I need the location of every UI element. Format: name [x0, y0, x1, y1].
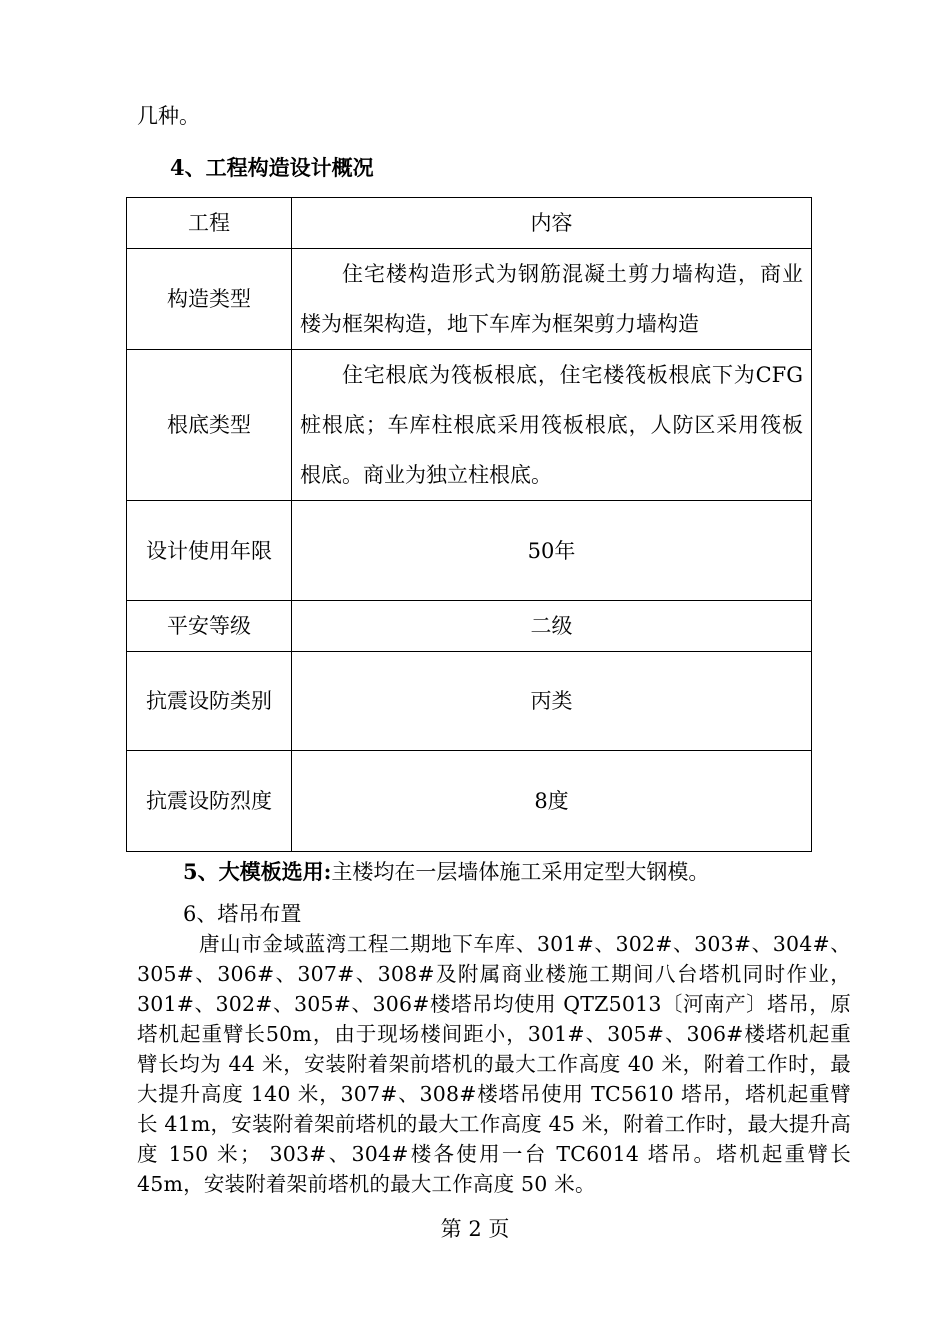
- header-content: 内容: [292, 198, 812, 249]
- header-project: 工程: [127, 198, 292, 249]
- row-value: 二级: [292, 601, 812, 652]
- table-row: [127, 501, 812, 601]
- row-key: 抗震设防类别: [127, 652, 292, 751]
- table-row: [127, 249, 812, 350]
- row-value: 丙类: [292, 652, 812, 751]
- row-value: 8度: [292, 751, 812, 852]
- table-row: [127, 751, 812, 852]
- intro-tail-text: 几种。: [137, 104, 200, 128]
- section-5-label: 5、大模板选用:: [183, 859, 332, 884]
- table-row: [127, 652, 812, 751]
- row-key: 平安等级: [127, 601, 292, 652]
- section-6-paragraph: 唐山市金域蓝湾工程二期地下车库、301#、302#、303#、304#、305#、306#、307#、308#及附属商业楼施工期间八台塔机同时作业，301#、302#、305#、306#楼塔吊均使用 QTZ5013〔河南产〕塔吊，原塔机起重臂长50m，由于现场楼间距小，301#、305#、306#楼塔机起重臂长均为 44 米，安装附着架前塔机的最大工作高度 40 米，附着工作时，最大提升高度 140 米，307#、308#楼塔吊使用 TC5610 塔吊，塔机起重臂长 41m，安装附着架前塔机的最大工作高度 45 米，附着工作时，最大提升高度 150 米； 303#、304#楼各使用一台 TC6014 塔吊。塔机起重臂长 45m，安装附着架前塔机的最大工作高度 50 米。: [137, 932, 851, 1196]
- section-4-heading: 4、工程构造设计概况: [170, 155, 374, 180]
- row-key: 构造类型: [127, 249, 292, 350]
- section-5-text: 主楼均在一层墙体施工采用定型大钢模。: [331, 860, 710, 884]
- row-key: 根底类型: [127, 350, 292, 501]
- row-value: 50年: [292, 501, 812, 601]
- structure-design-table: [126, 197, 812, 852]
- section-6-heading: 6、塔吊布置: [183, 902, 302, 926]
- table-row: [127, 601, 812, 652]
- row-value: 住宅楼构造形式为钢筋混凝土剪力墙构造，商业楼为框架构造，地下车库为框架剪力墙构造: [292, 249, 812, 350]
- table-row: [127, 350, 812, 501]
- section-5-line: [183, 856, 709, 886]
- row-key: 设计使用年限: [127, 501, 292, 601]
- table-header-row: [127, 198, 812, 249]
- row-value: 住宅根底为筏板根底，住宅楼筏板根底下为CFG桩根底；车库柱根底采用筏板根底，人防区采用筏板根底。商业为独立柱根底。: [292, 350, 812, 501]
- row-key: 抗震设防烈度: [127, 751, 292, 852]
- page-number: 第 2 页: [440, 1217, 510, 1241]
